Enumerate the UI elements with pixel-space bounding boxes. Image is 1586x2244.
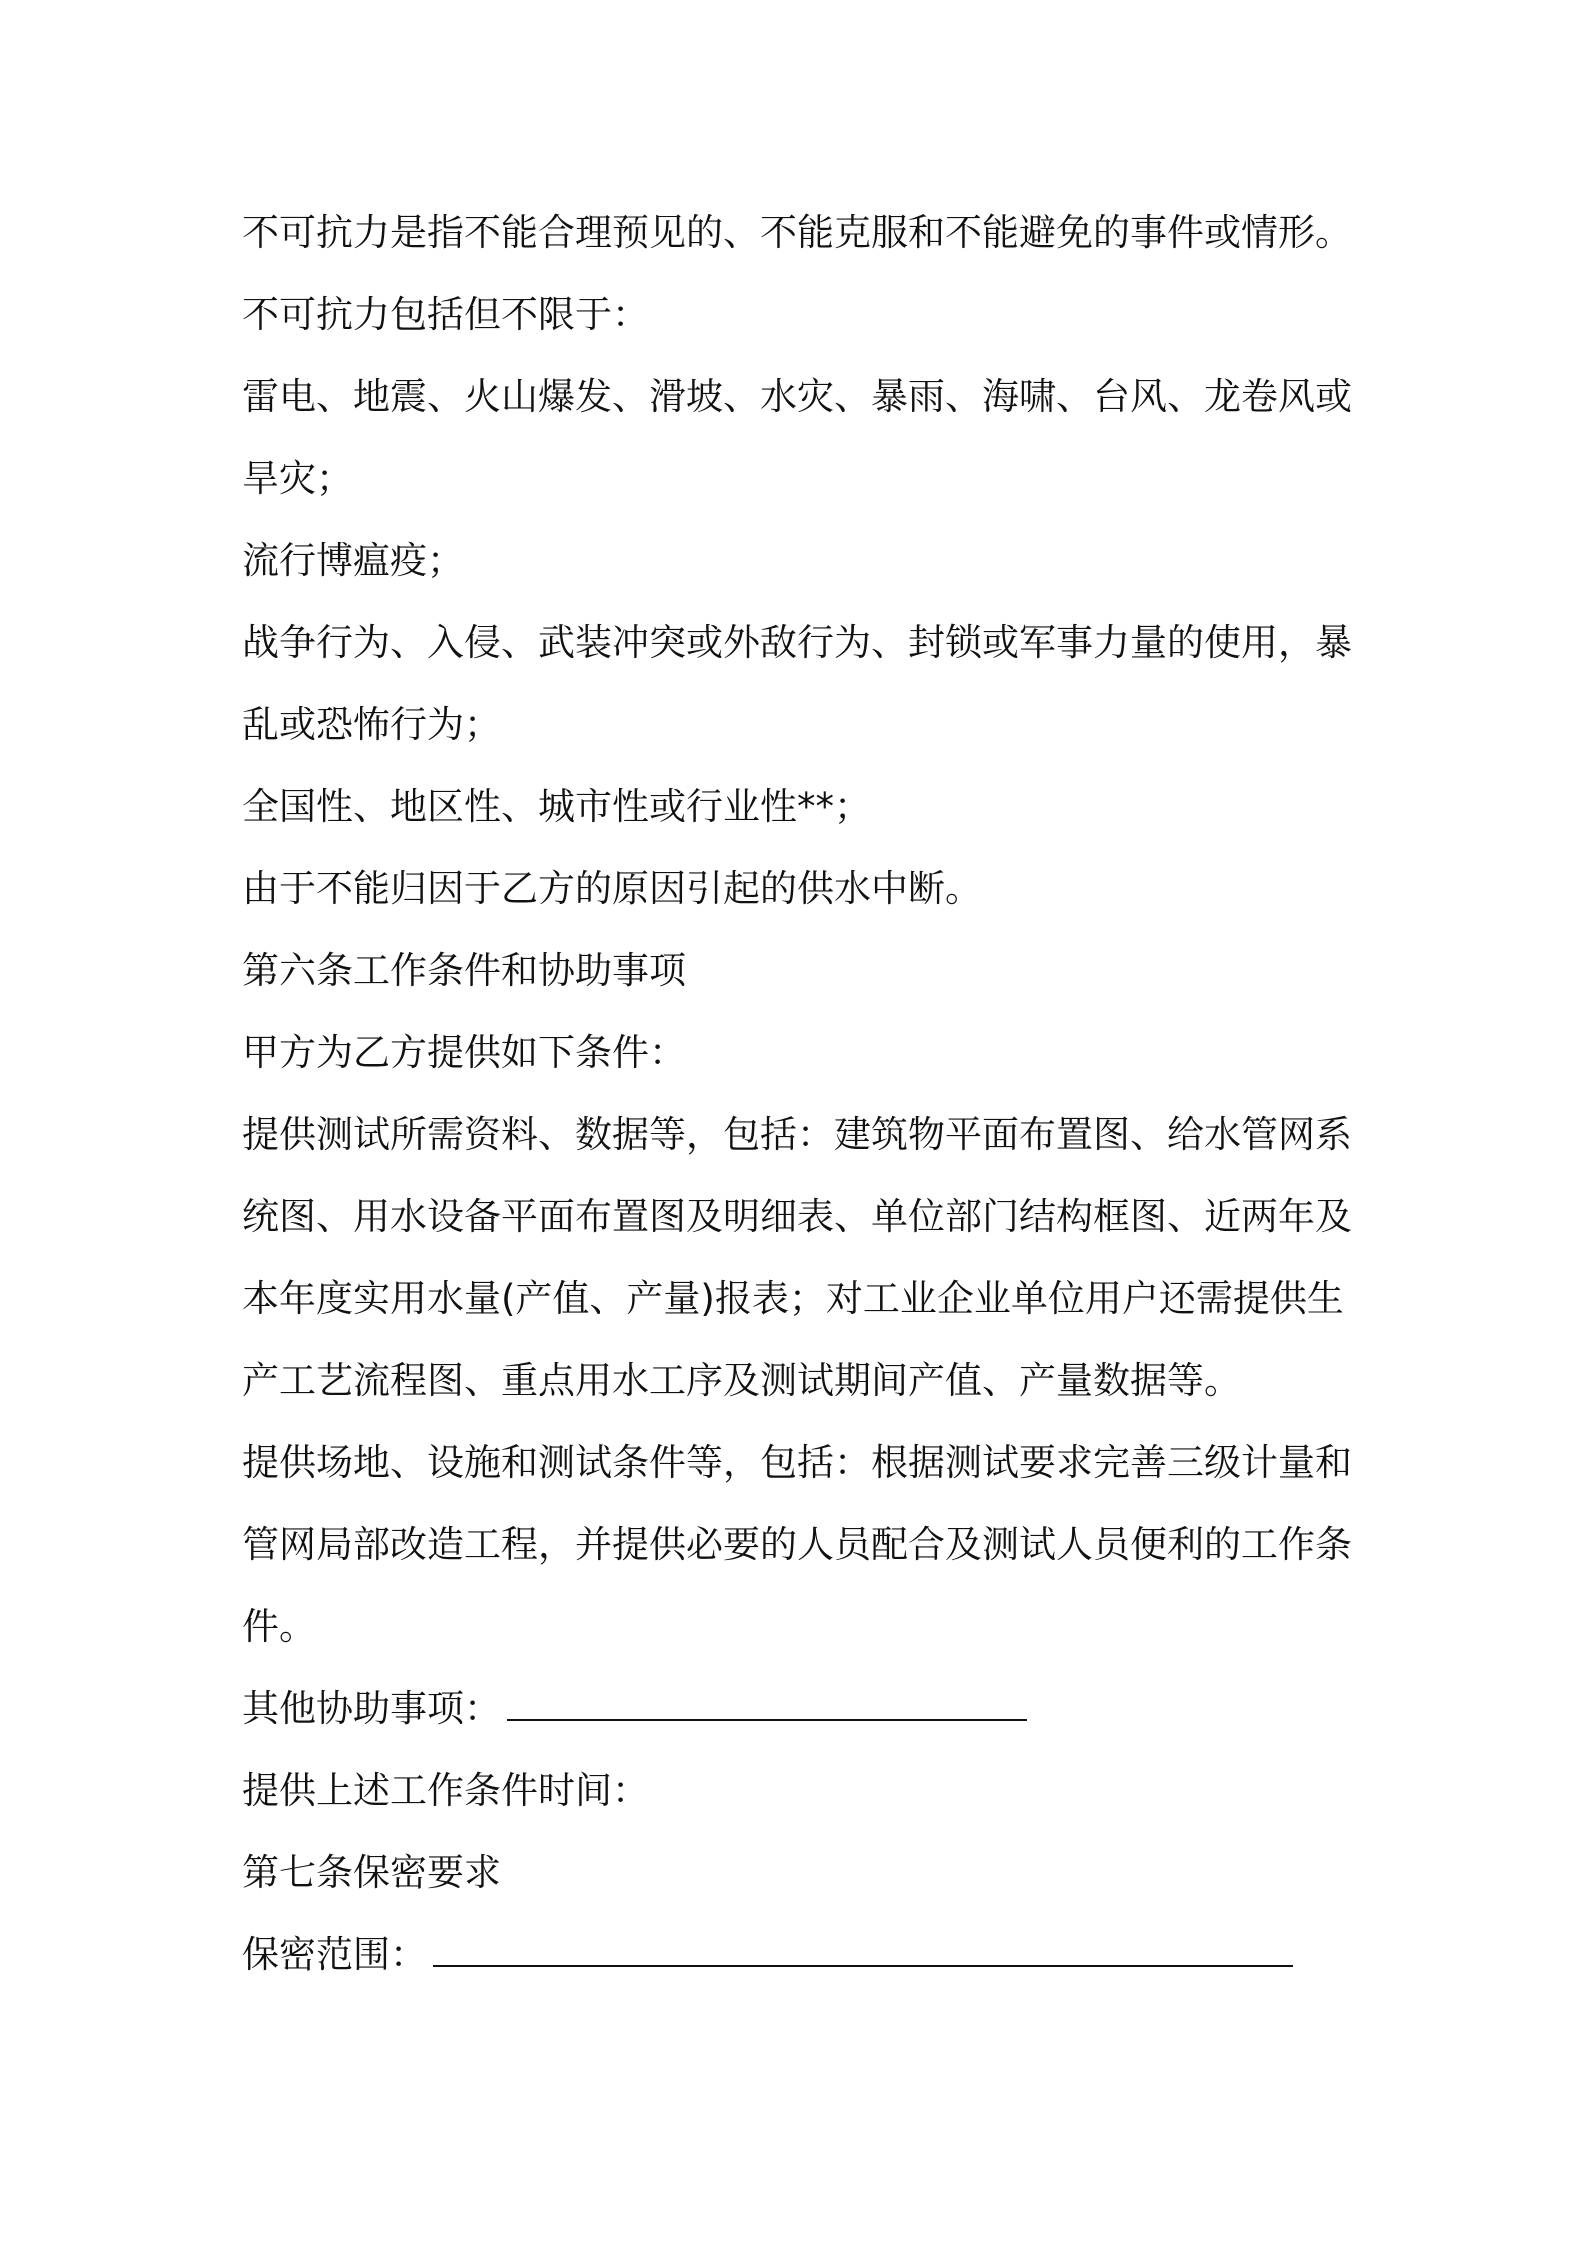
paragraph-line: 全国性、地区性、城市性或行业性**； (242, 785, 871, 828)
other-assist-blank[interactable] (507, 1689, 1027, 1721)
document-body (242, 192, 1362, 1996)
paragraph-line: 战争行为、入侵、武装冲突或外敌行为、封锁或军事力量的使用，暴 (242, 621, 1352, 664)
paragraph-line: 管网局部改造工程，并提供必要的人员配合及测试人员便利的工作条 (242, 1523, 1352, 1566)
paragraph-line: 不可抗力是指不能合理预见的、不能克服和不能避免的事件或情形。 (242, 211, 1352, 254)
paragraph-line: 旱灾； (242, 457, 353, 500)
provide-time-label: 提供上述工作条件时间： (242, 1769, 649, 1812)
other-assist-label: 其他协助事项： (242, 1687, 501, 1730)
paragraph-line: 件。 (242, 1605, 316, 1648)
paragraph-line: 本年度实用水量(产值、产量)报表；对工业企业单位用户还需提供生 (242, 1277, 1344, 1320)
paragraph-line: 产工艺流程图、重点用水工序及测试期间产值、产量数据等。 (242, 1359, 1241, 1402)
confidential-scope-label: 保密范围： (242, 1933, 427, 1976)
paragraph-line: 由于不能归因于乙方的原因引起的供水中断。 (242, 867, 982, 910)
paragraph-line: 提供场地、设施和测试条件等，包括：根据测试要求完善三级计量和 (242, 1441, 1352, 1484)
paragraph-line: 乱或恐怖行为； (242, 703, 501, 746)
paragraph-line: 流行博瘟疫； (242, 539, 464, 582)
paragraph-line: 雷电、地震、火山爆发、滑坡、水灾、暴雨、海啸、台风、龙卷风或 (242, 375, 1352, 418)
paragraph-line: 甲方为乙方提供如下条件： (242, 1031, 686, 1074)
paragraph-line: 统图、用水设备平面布置图及明细表、单位部门结构框图、近两年及 (242, 1195, 1352, 1238)
other-assist-row (242, 1668, 1362, 1750)
paragraph-line: 提供测试所需资料、数据等，包括：建筑物平面布置图、给水管网系 (242, 1113, 1352, 1156)
confidential-scope-blank[interactable] (433, 1935, 1293, 1967)
article-6-heading: 第六条工作条件和协助事项 (242, 949, 686, 992)
paragraph-line: 不可抗力包括但不限于： (242, 293, 649, 336)
article-7-heading: 第七条保密要求 (242, 1851, 501, 1894)
confidential-scope-row (242, 1914, 1362, 1996)
